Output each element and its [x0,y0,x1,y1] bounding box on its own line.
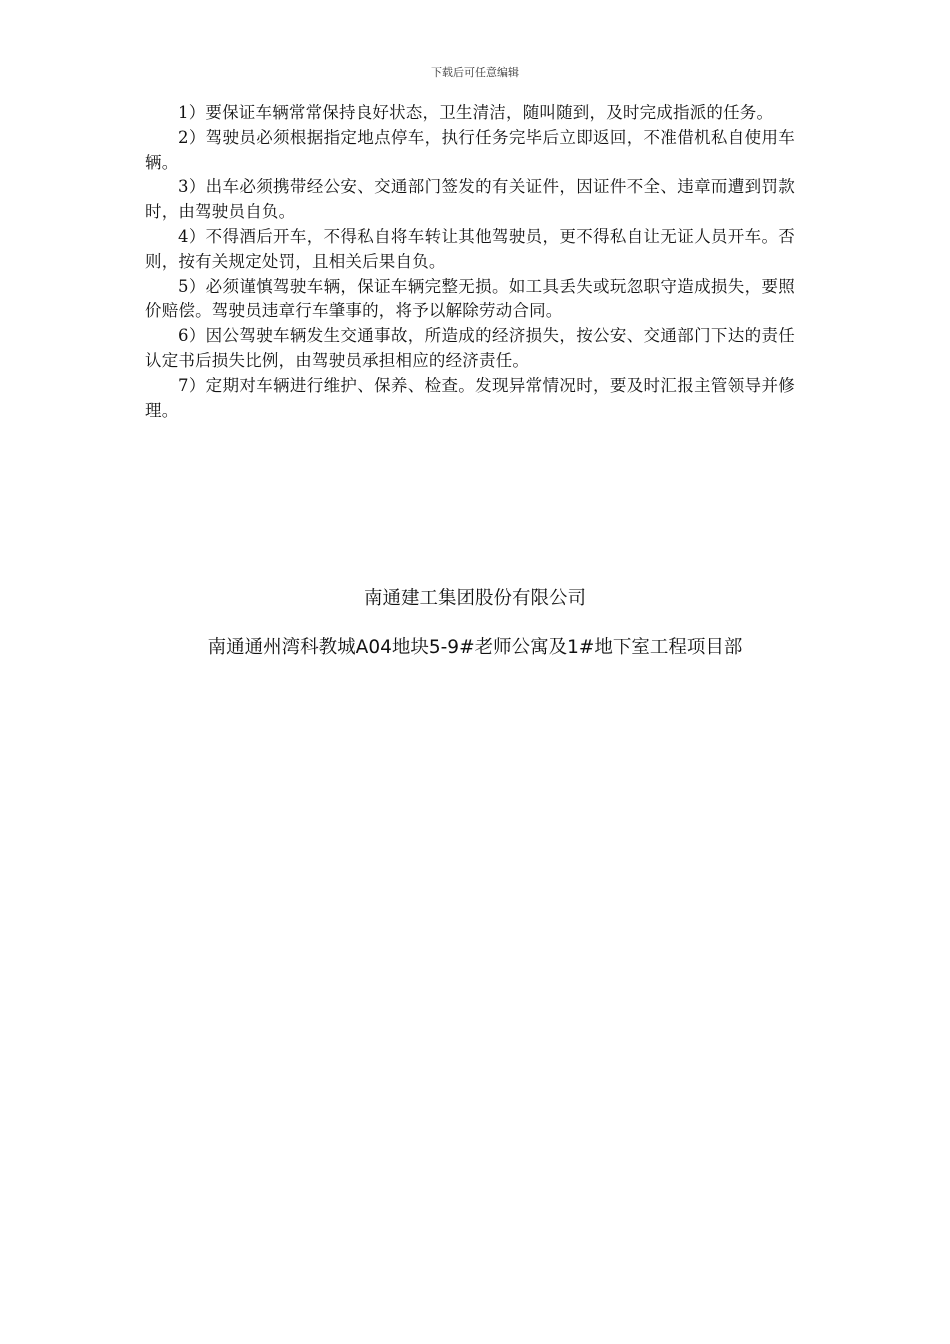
rule-item: 1）要保证车辆常常保持良好状态，卫生清洁，随叫随到，及时完成指派的任务。 [178,103,774,122]
rule-item: 5）必须谨慎驾驶车辆，保证车辆完整无损。如工具丢失或玩忽职守造成损失，要照价赔偿。驾驶员违章行车肇事的，将予以解除劳动合同。 [145,276,795,321]
rule-item: 2）驾驶员必须根据指定地点停车，执行任务完毕后立即返回，不准借机私自使用车辆。 [145,127,795,172]
rule-item: 6）因公驾驶车辆发生交通事故，所造成的经济损失，按公安、交通部门下达的责任认定书后损失比例，由驾驶员承担相应的经济责任。 [145,326,795,370]
driver-rules-list [145,101,795,423]
project-department-name: 南通通州湾科教城A04地块5-9#老师公寓及1#地下室工程项目部 [207,637,743,658]
page-header-note: 下载后可任意编辑 [431,66,519,79]
rule-item: 7）定期对车辆进行维护、保养、检查。发现异常情况时，要及时汇报主管领导并修理。 [145,375,795,420]
rule-item: 3）出车必须携带经公安、交通部门签发的有关证件，因证件不全、违章而遭到罚款时，由驾驶员自负。 [145,177,795,222]
company-name: 南通建工集团股份有限公司 [363,588,586,609]
rule-item: 4）不得酒后开车，不得私自将车转让其他驾驶员，更不得私自让无证人员开车。否则，按有关规定处罚，且相关后果自负。 [145,226,795,271]
